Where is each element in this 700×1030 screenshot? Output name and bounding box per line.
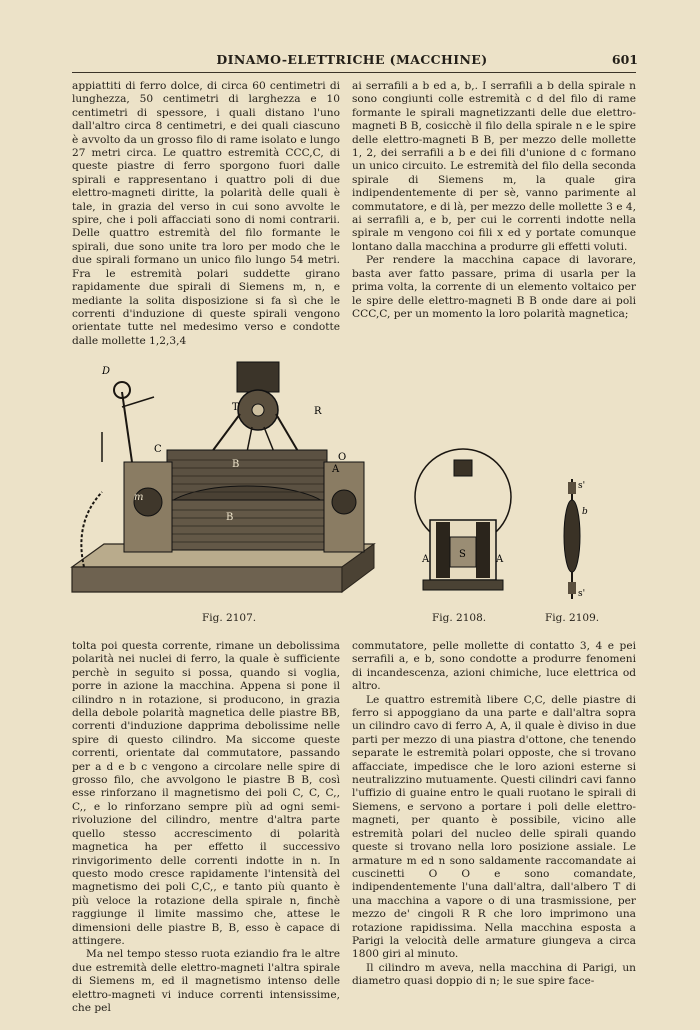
fig-label: b xyxy=(582,507,588,517)
paragraph: commutatore, pelle mollette di contatto 3, 4 e pei serrafili a, e b, sono condotte a produrre fenomeni di incandescenza, azioni chimiche, luce elettrica od altro. xyxy=(352,640,636,693)
page-number: 601 xyxy=(611,52,638,67)
fig-label: B xyxy=(232,459,240,470)
paragraph: appiattiti di ferro dolce, di circa 60 centimetri di lunghezza, 50 centimetri di larghezza e 10 centimetri di spessore, i quali distano l'uno dall'altro circa 8 centimetri, e dei quali ciascuno è avvolto da un grosso filo di rame isolato e lungo 27 metri circa. Le quattro estremità CCC,C, di queste piastre di ferro sporgono fuori dalle spirali e rappresentano i quattro poli di due elettro-magneti diritte, la polarità delle quali è tale, in grazia del verso in cui sono avvolte le spire, che i poli affacciati sono di nomi contrarii. Delle quattro estremità del filo formante le spirali, due sono unite tra loro per modo che le due spirali formano un unico filo lungo 54 metri. Fra le estremità polari suddette girano rapidamente due spirali di Siemens m, n, e mediante la solita disposizione si fa sì che le correnti d'induzione di queste spirali vengono orientate tutte nel medesimo verso e condotte dalle mollette 1,2,3,4 xyxy=(72,80,340,347)
fig-label: B xyxy=(226,512,234,523)
paragraph: Ma nel tempo stesso ruota eziandio fra le altre due estremità delle elettro-magneti l'altra spirale di Siemens m, ed il magnetismo intenso delle elettro-magneti vi induce correnti intensissime, che pel xyxy=(72,948,340,1014)
figure-2108 xyxy=(408,442,518,602)
paragraph: Il cilindro m aveva, nella macchina di Parigi, un diametro quasi doppio di n; le sue spire face- xyxy=(352,961,636,988)
column-top-left xyxy=(72,80,340,348)
fig-label: D xyxy=(102,366,111,377)
header-title: DINAMO-ELETTRICHE (MACCHINE) xyxy=(216,52,488,67)
fig-label: A xyxy=(496,554,504,565)
figure-2107-caption: Fig. 2107. xyxy=(202,612,257,624)
column-top-right xyxy=(352,80,636,321)
fig-label: s' xyxy=(578,589,586,599)
paragraph: Le quattro estremità libere C,C, delle piastre di ferro si appoggiano da una parte e dall'altra sopra un cilindro cavo di ferro A, A, il quale è diviso in due parti per mezzo di una piastra d'ottone, che tenendo separate le estremità polari opposte, che si trovano affacciate, impedisce che le loro azioni esterne si neutralizzino mutuamente. Questi cilindri cavi fanno l'uffizio di guaine entro le quali ruotano le spirali di Siemens, e servono a portare i poli delle elettro-magneti, per quanto è possibile, vicino alle estremità polari del nucleo delle spirali quando queste si trovano nella loro posizione assiale. Le armature m ed n sono saldamente raccomandate ai cuscinetti O O e sono comandate, indipendentemente l'una dall'altra, dall'albero T di una macchina a vapore o di una trasmissione, per mezzo de' cingoli R R che loro imprimono una rotazione rapidissima. Nella macchina esposta a Parigi la velocità delle armature giungeva a circa 1800 giri al minuto. xyxy=(352,693,636,961)
running-header xyxy=(72,52,638,70)
fig-label: O xyxy=(338,452,347,463)
fig-label: R xyxy=(314,406,322,417)
figure-area xyxy=(62,352,642,632)
fig-label: A xyxy=(332,464,340,475)
column-bottom-left xyxy=(72,640,340,1015)
fig-label: C xyxy=(154,444,162,455)
fig-label: A xyxy=(422,554,430,565)
paragraph: Per rendere la macchina capace di lavorare, basta aver fatto passare, prima di usarla per la prima volta, la corrente di un elemento voltaico per le spire delle elettro-magneti B B onde dare ai poli CCC,C, per un momento la loro polarità magnetica; xyxy=(352,254,636,320)
paragraph: ai serrafili a b ed a, b,. I serrafili a b della spirale n sono congiunti colle estremità c d del filo di rame formante le spirali magnetizzanti delle due elettro-magneti B B, cosicchè il filo della spirale n e le spire delle elettro-magneti B B, per mezzo delle mollette 1, 2, dei serrafili a b e dei fili d'unione d c formano un unico circuito. Le estremità del filo della seconda spirale di Siemens m, la quale gira indipendentemente di per sè, vanno parimente al commutatore, e di là, per mezzo delle mollette 3 e 4, ai serrafili a, e b, per cui le correnti indotte nella spirale m vengono coi fili x ed y portate comunque lontano dalla macchina a produrre gli effetti voluti. xyxy=(352,80,636,253)
fig-label: S xyxy=(459,549,466,560)
fig-label: T xyxy=(232,402,239,413)
fig-label: m xyxy=(134,492,144,503)
header-rule xyxy=(72,72,636,73)
figure-2109 xyxy=(550,474,600,604)
column-bottom-right xyxy=(352,640,636,989)
paragraph: tolta poi questa corrente, rimane un debolissima polarità nei nuclei di ferro, la quale è sufficiente perchè in seguito si possa, quando si voglia, porre in azione la macchina. Appena si pone il cilindro n in rotazione, si producono, in grazia della debole polarità magnetica delle piastre BB, correnti d'induzione dapprima debolissime nelle spire di questo cilindro. Ma siccome queste correnti, orientate dal commutatore, passando per a d e b c vengono a circolare nelle spire di grosso filo, che avvolgono le piastre B B, così esse rinforzano il magnetismo dei poli C, C, C,, C,, e lo rinforzano sempre più ad ogni semi-rivoluzione del cilindro, mentre d'altra parte quello stesso accrescimento di polarità magnetica ha per effetto il successivo rinvigorimento delle correnti indotte in n. In questo modo cresce rapidamente l'intensità del magnetismo dei poli C,C,, e tanto più quanto è più veloce la rotazione della spirale n, finchè raggiunge il limite massimo che, attese le dimensioni delle piastre B, B, esso è capace di attingere. xyxy=(72,640,340,947)
fig-label: s' xyxy=(578,481,586,491)
figure-2107 xyxy=(62,352,382,602)
figure-2109-caption: Fig. 2109. xyxy=(545,612,600,624)
figure-2108-caption: Fig. 2108. xyxy=(432,612,487,624)
